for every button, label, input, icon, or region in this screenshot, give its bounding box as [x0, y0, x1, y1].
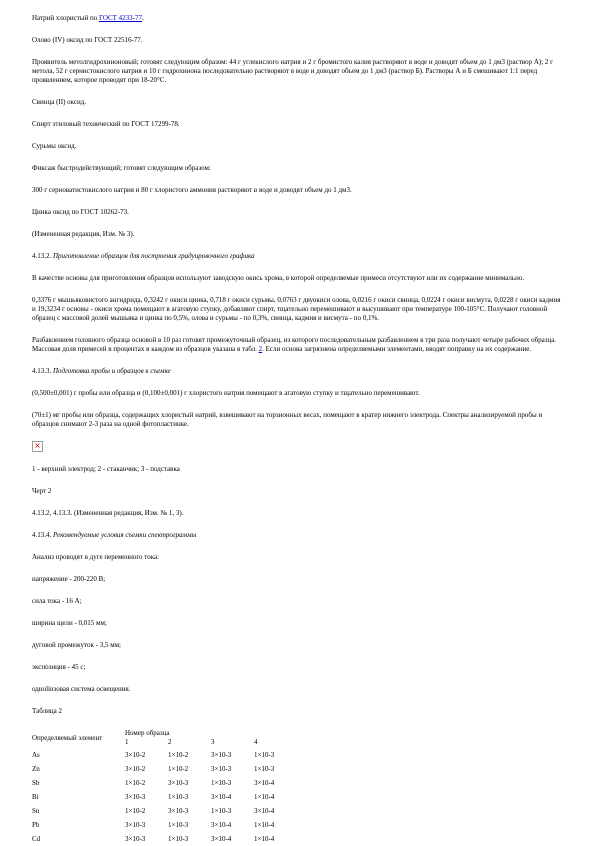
value-cell: 3×10-4 [211, 834, 232, 843]
header-sample-1: 1 [125, 738, 129, 746]
reagent-sodium-chloride [32, 14, 562, 23]
section-number: 4.13.2. [32, 252, 53, 260]
amendment-note-1-3: 4.13.2, 4.13.3. (Измененная редакция, Изм. № 1, 3). [32, 509, 184, 517]
value-cell: 3×10-4 [211, 820, 232, 829]
header-sample-2: 2 [168, 738, 172, 746]
value-cell: 3×10-2 [125, 750, 146, 759]
table-row [32, 832, 297, 846]
reagent-antimony-oxide: Сурьмы оксид. [32, 142, 77, 150]
value-cell: 3×10-4 [211, 792, 232, 801]
section-4133-para1: (0,500±0,001) г пробы или образца и (0,100±0,001) г хлористого натрия помещают в агатовую ступку и тщательно перемешивают. [32, 389, 420, 397]
value-cell: 1×10-2 [168, 764, 189, 773]
reagent-tin-oxide: Олово (IV) оксид по ГОСТ 22516-77. [32, 36, 143, 44]
value-cell: 3×10-4 [254, 806, 275, 815]
value-cell: 1×10-4 [254, 834, 275, 843]
table-row [32, 776, 297, 790]
reagent-lead-oxide: Свинца (II) оксид. [32, 98, 87, 106]
condition-slit-width: ширина щели - 0,015 мм; [32, 619, 107, 627]
section-title: Приготовление образцов для построения градуировочного графика [53, 252, 255, 260]
value-cell: 3×10-3 [211, 764, 232, 773]
element-cell: Zn [32, 764, 40, 773]
fixer-intro: Фиксаж быстродействующий; готовят следующим образом: [32, 164, 211, 172]
table-2 [32, 728, 297, 846]
section-4134-heading [32, 531, 562, 540]
reagent-ethanol: Спирт этиловый технический по ГОСТ 17299-78. [32, 120, 180, 128]
condition-arc-gap: дуговой промежуток - 3,5 мм; [32, 641, 122, 649]
element-cell: Sb [32, 778, 40, 787]
table-2-link[interactable]: 2 [258, 345, 263, 353]
table-row [32, 804, 297, 818]
value-cell: 3×10-3 [125, 820, 146, 829]
table-header-row [32, 728, 297, 738]
value-cell: 3×10-3 [125, 834, 146, 843]
element-cell: Sn [32, 806, 40, 815]
section-title: Подготовка пробы и образцов к съемке [53, 367, 171, 375]
document-body [32, 14, 562, 846]
amendment-note-3: (Измененная редакция, Изм. № 3). [32, 230, 135, 238]
element-cell: Pb [32, 820, 40, 829]
value-cell: 3×10-3 [211, 750, 232, 759]
value-cell: 1×10-3 [168, 834, 189, 843]
reagent-zinc-oxide: Цинка оксид по ГОСТ 10262-73. [32, 208, 129, 216]
table-row [32, 762, 297, 776]
section-4132-heading [32, 252, 562, 261]
condition-current: сила тока - 16 А; [32, 597, 82, 605]
condition-exposure: экспозиция - 45 с; [32, 663, 86, 671]
section-number: 4.13.3. [32, 367, 53, 375]
table-row [32, 818, 297, 832]
header-sample-3: 3 [211, 738, 215, 746]
section-title: Рекомендуемые условия съемки спектрограммы [53, 531, 197, 539]
value-cell: 3×10-4 [254, 778, 275, 787]
arc-intro: Анализ проводят в дуге переменного тока: [32, 553, 160, 561]
section-4133-heading [32, 367, 562, 376]
para-text-end: . Если основа загрязнена определяемыми элементами, вводят поправку на их содержание. [262, 345, 532, 353]
value-cell: 3×10-2 [125, 764, 146, 773]
table-row [32, 748, 297, 762]
broken-image-mark: × [34, 441, 41, 450]
section-4132-para2: 0,3376 г мышьяковистого ангидрида, 0,3242 г окиси цинка, 0,718 г окиси сурьмы, 0,0763 г двуокиси олова, 0,0216 г окиси свинца, 0,0224 г окиси висмута, 0,0228 г окиси кадмия и 19,3234 г основы - окиси хрома помещают в агатовую ступку, добавляют спирт, тщательно перемешивают и высушивают при температуре 100-105°С. Получают головной образец с массовой долей мышьяка и цинка по 0,5%, олова и сурьмы - по 0,3%, свинца, кадмия и висмута - по 0,1%. [32, 296, 561, 322]
header-sample-4: 4 [254, 738, 258, 746]
value-cell: 1×10-3 [168, 820, 189, 829]
value-cell: 1×10-4 [254, 792, 275, 801]
value-cell: 3×10-3 [125, 792, 146, 801]
condition-voltage: напряжение - 200-220 В; [32, 575, 106, 583]
value-cell: 1×10-3 [254, 750, 275, 759]
value-cell: 3×10-3 [168, 778, 189, 787]
table-2-caption: Таблица 2 [32, 707, 62, 715]
table-row [32, 790, 297, 804]
para-text: Разбавлением головного образца основой в 10 раз готовят промежуточный образец, из которого последовательным разбавлением в три раза получают четыре рабочих образца. Массовая доля примесей в процентах в каждом из образцов указана в табл. [32, 336, 557, 353]
broken-image-icon [32, 441, 43, 452]
value-cell: 1×10-2 [125, 806, 146, 815]
value-cell: 1×10-3 [254, 764, 275, 773]
condition-lighting: одноlinзовая система освещения. [32, 685, 131, 693]
value-cell: 1×10-2 [168, 750, 189, 759]
developer-recipe: Проявитель метолгидрохиноновый; готовят следующим образом: 44 г углекислого натрия и 2 г бромистого калия растворяют в воде и доводят объем до 1 дм3 (раствор А); 2 г метола, 52 г сернистокислого натрия и 10 г гидрохинона последовательно растворяют в воде и доводят объем до 1 дм3 (раствор Б). Растворы А и Б смешивают 1:1 перед проявлением, которое проводят при 18-20°С. [32, 58, 554, 84]
fixer-recipe: 300 г серноватистокислого натрия и 80 г хлористого аммония растворяют в воде и доводят объем до 1 дм3. [32, 186, 352, 194]
section-4132-para1: В качестве основы для приготовления образцов используют заводскую окись хрома, в которой определяемые примеси отсутствуют или их содержание минимально. [32, 274, 525, 282]
section-4133-para2: (70±1) мг пробы или образца, содержащих хлористый натрий, взвешивают на торзионных весах, помещают в кратер нижнего электрода. Спектры анализируемой пробы и образцов снимают 2-3 раза на одной фотопластинке. [32, 411, 543, 428]
value-cell: 1×10-4 [254, 820, 275, 829]
header-element: Определяемый элемент [32, 733, 103, 742]
section-4132-para3 [32, 336, 562, 354]
figure-caption: 1 - верхний электрод; 2 - стаканчик; 3 - подставка [32, 465, 180, 473]
value-cell: 1×10-2 [125, 778, 146, 787]
header-sample-number: Номер образца [125, 729, 170, 737]
reagent-text-end: . [142, 14, 144, 22]
value-cell: 1×10-3 [211, 778, 232, 787]
reagent-text: Натрий хлористый по [32, 14, 99, 22]
section-number: 4.13.4. [32, 531, 53, 539]
value-cell: 1×10-3 [211, 806, 232, 815]
figure-label: Черт 2 [32, 487, 52, 495]
value-cell: 1×10-3 [168, 792, 189, 801]
element-cell: As [32, 750, 40, 759]
gost-4233-link[interactable]: ГОСТ 4233-77 [98, 14, 143, 22]
element-cell: Cd [32, 834, 41, 843]
element-cell: Bi [32, 792, 39, 801]
value-cell: 3×10-3 [168, 806, 189, 815]
